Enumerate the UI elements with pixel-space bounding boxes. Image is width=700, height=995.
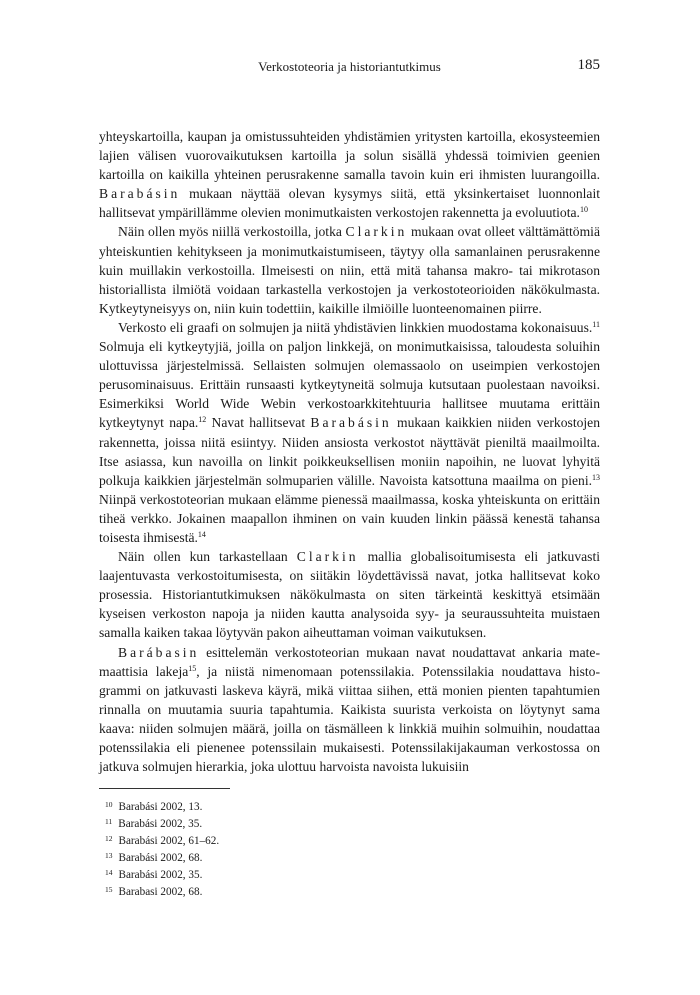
footnote-divider — [99, 788, 230, 789]
footnote-reference: 15 — [188, 663, 197, 673]
text-run: mukaan ovat olleet välttämättömiä yhteiskuntien kehitykseen ja monimutkaistumiseen, täytyy olla samanlainen perusrakenne kuin muillakin verkostoilla. Ilmeisesti on niin, että mitä tahansa makro- tai mikrotason historiallista ilmiötä voidaan tarkastella verkostojen ja verkostoteorioiden näkökulmasta. Kytkeytyneisyys on, niin kuin todettiin, kaikille ilmiöille luonteenomainen piirre. — [99, 224, 600, 316]
text-run: mukaan näyttää olevan kysymys siitä, että yksinkertaiset luonnonlait hallitsevat ympärillämme olevien monimutkaisten verkostojen rakennetta ja evoluutiota. — [99, 186, 600, 221]
footnote-text: Barabási 2002, 61–62. — [118, 834, 220, 847]
running-header — [99, 57, 600, 77]
text-run: Solmuja eli kytkeytyjiä, joilla on paljon linkkejä, on monimutkaisissa, taloudesta soluihin ulottuvissa järjestelmissä. Sellaisten solmujen olemassaolo on useimpien verkostojen perusominaisuus. Erittäin runsaasti kytkeytyneitä solmuja kutsutaan puolestaan navoiksi. Esimerkiksi World Wide Webin verkostoarkkitehtuuria hallitsee muutama erittäin kytkeytynyt napa. — [99, 339, 600, 431]
footnote-number: 11 — [105, 816, 113, 826]
footnote-reference: 14 — [197, 529, 206, 539]
footnote-text: Barabási 2002, 35. — [118, 868, 203, 881]
page-number: 185 — [577, 57, 600, 73]
paragraph-p5 — [99, 643, 600, 777]
footnote-item — [105, 866, 505, 883]
running-title: Verkostoteoria ja historiantutkimus — [258, 59, 441, 74]
text-run: mallia globalisoitumisesta eli jatkuvasti laajentuvasta verkostoitumisesta, on siitäkin löydettävissä navat, jotka hallitsevat koko prosessia. Historiantutkimuksen näkökulmasta on siten tärkeintä keskittyä etsimään kyseisen verkoston napoja ja niiden kautta analysoida syy- ja seuraussuhteita muistaen samalla kaiken takaa löytyvän pakon aiheuttaman voiman vaikutuksen. — [99, 549, 600, 641]
footnote-reference: 10 — [579, 205, 588, 215]
footnote-text: Barabási 2002, 68. — [118, 851, 203, 864]
footnote-reference: 11 — [592, 319, 600, 329]
footnote-number: 15 — [105, 884, 113, 894]
footnote-item — [105, 883, 505, 900]
footnote-item — [105, 798, 505, 815]
paragraph-p4 — [99, 547, 600, 642]
footnote-text: Barabasi 2002, 68. — [118, 885, 203, 898]
body-text — [99, 127, 600, 776]
footnote-text: Barabási 2002, 35. — [118, 817, 203, 830]
author-name: Barabásin — [99, 186, 181, 202]
footnotes — [105, 798, 505, 899]
footnote-reference: 12 — [198, 415, 207, 425]
text-run: Niinpä verkostoteorian mukaan elämme pienessä maailmassa, koska yhteiskunta on erittäin tiheä verkko. Jokainen maapallon ihminen on vain kuuden linkin päässä kenestä tahansa toisesta ihmisestä. — [99, 491, 600, 545]
paragraph-p3 — [99, 318, 600, 547]
footnote-text: Barabási 2002, 13. — [118, 801, 203, 813]
footnote-number: 14 — [105, 867, 113, 877]
footnote-number: 12 — [105, 833, 113, 843]
text-run: Verkosto eli graafi on solmujen ja niitä yhdistävien linkkien muodostama kokonaisuus. — [118, 319, 593, 335]
author-name: Clarkin — [345, 224, 408, 240]
footnote-item — [105, 815, 505, 832]
footnote-number: 10 — [105, 800, 113, 809]
author-name: Barábasin — [118, 644, 200, 660]
author-name: Clarkin — [296, 549, 359, 565]
text-run: yhteyskartoilla, kaupan ja omistussuhteiden yhdistämien yritysten kartoilla, ekosysteemien lajien välisen vuorovaikutuksen kartoilla ja solun sisällä yhdessä toimivien geenien kartoilla on kaikilla yhteinen perusrakenne samalla tavoin kuin eri ihmisten luurangoilla. — [99, 129, 600, 183]
text-run: esittelemän verkostoteorian mukaan navat noudattavat ankaria matemaattisia lakeja — [99, 644, 600, 679]
footnote-number: 13 — [105, 850, 113, 860]
footnote-reference: 13 — [592, 472, 600, 482]
author-name: Barabásin — [310, 415, 392, 431]
text-run: Näin ollen myös niillä verkostoilla, jotka — [118, 224, 346, 240]
paragraph-p1 — [99, 127, 600, 222]
text-run: Navat hallitsevat — [206, 415, 311, 431]
text-run: , ja niistä nimenomaan potenssilakia. Potenssilakia noudattava histogrammi on jatkuvasti laskeva käyrä, mikä viittaa siihen, että monien pienten tapahtumien rinnalla on muutamia suuria tapahtumia. Kaikista suurista verkoista on löytynyt sama kaava: niiden solmujen määrä, joilla on täsmälleen k linkkiä muihin solmuihin, noudattaa potenssilakia eli pienenee potenssilain mukaisesti. Potenssilakijakauman verkostossa on jatkuva solmujen hierarkia, joka ulottuu harvoista navoista lukuisiin — [99, 663, 600, 775]
footnote-item — [105, 849, 505, 866]
text-run: mukaan kaikkien niiden verkostojen rakennetta, joissa niitä esiintyy. Niiden ansiosta verkostot näyttävät pieniltä maailmoilta. Itse asiassa, kun navoilla on linkit poikkeuksellisen moniin napoihin, ne luovat lyhyitä polkuja kaikkien järjestelmän solmuparien välille. Navoista katsottuna maailma on pieni. — [99, 415, 600, 488]
text-run: Näin ollen kun tarkastellaan — [118, 549, 297, 565]
footnote-item — [105, 832, 505, 849]
paragraph-p2 — [99, 222, 600, 317]
